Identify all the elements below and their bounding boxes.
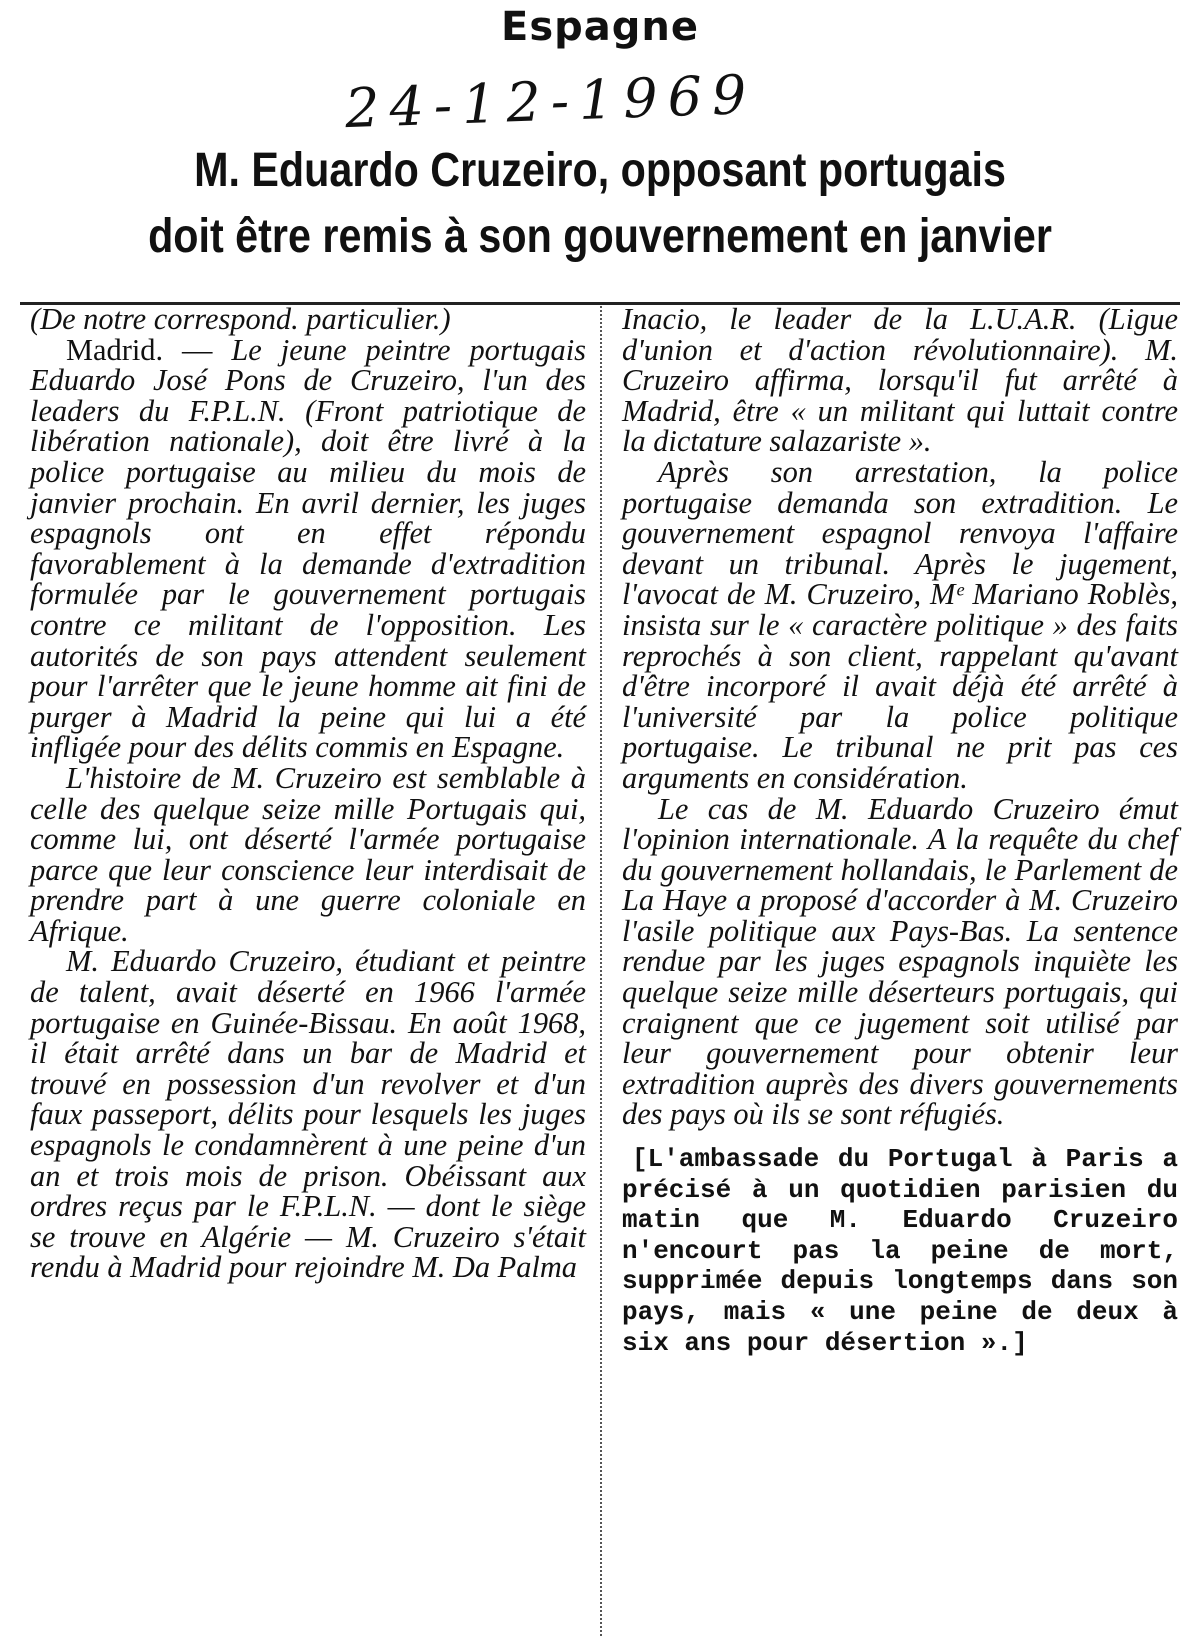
headline-line-1: M. Eduardo Cruzeiro, opposant portugais (194, 144, 1006, 197)
editor-note: [L'ambassade du Portugal à Paris a précisé à un quotidien parisien du matin que M. Eduardo Cruzeiro n'encourt pas la peine de mort, supprimée depuis longtemps dans son pays, mais « une peine de deux à six ans pour désertion ».] (622, 1144, 1178, 1358)
column-right (622, 304, 1178, 1358)
byline: (De notre correspond. particulier.) (30, 302, 451, 336)
section-heading: Espagne (501, 4, 699, 50)
paragraph-5: Après son arrestation, la police portugaise demanda son extradition. Le gouvernement espagnol renvoya l'affaire devant un tribunal. Après le jugement, l'avocat de M. Cruzeiro, Mᵉ Mariano Roblès, insista sur le « caractère politique » des faits reprochés à son client, rappelant qu'avant d'être incorporé il avait déjà été arrêté à l'université par la police politique portugaise. Le tribunal ne prit pas ces arguments en considération. (622, 454, 1178, 795)
paragraph-4: Inacio, le leader de la L.U.A.R. (Ligue d'union et d'action révolutionnaire). M. Cruzeiro affirma, lorsqu'il fut arrêté à Madrid, être « un militant qui luttait contre la dictature salazariste ». (622, 302, 1178, 459)
handwritten-date: 24-12-1969 (344, 62, 758, 141)
paragraph-1 (30, 332, 586, 765)
headline-line-2: doit être remis à son gouvernement en janvier (148, 210, 1052, 263)
column-left (30, 304, 586, 1283)
paragraph-6: Le cas de M. Eduardo Cruzeiro émut l'opinion internationale. A la requête du chef du gouvernement hollandais, le Parlement de La Haye a proposé d'accorder à M. Cruzeiro l'asile politique aux Pays-Bas. La sentence rendue par les juges espagnols inquiète les quelque seize mille déserteurs portugais, qui craignent que ce jugement soit utilisé par leur gouvernement pour obtenir leur extradition auprès des divers gouvernements des pays où ils se sont réfugiés. (622, 791, 1178, 1132)
paragraph-1-text: Le jeune peintre portugais Eduardo José Pons de Cruzeiro, l'un des leaders du F.P.L.N. (Front patriotique de libération nationale), doit être livré à la police portugaise au milieu du mois de janvier prochain. En avril dernier, les juges espagnols ont en effet répondu favorablement à la demande d'extradition formulée par le gouvernement portugais contre ce militant de l'opposition. Les autorités de son pays attendent seulement pour l'arrêter que le jeune homme ait fini de purger à Madrid la peine qui lui a été infligée pour des délits commis en Espagne. (30, 332, 586, 765)
paragraph-3: M. Eduardo Cruzeiro, étudiant et peintre de talent, avait déserté en 1966 l'armée portugaise en Guinée-Bissau. En août 1968, il était arrêté dans un bar de Madrid et trouvé en possession d'un revolver et d'un faux passeport, délits pour lesquels les juges espagnols le condamnèrent à une peine d'un an et trois mois de prison. Obéissant aux ordres reçus par le F.P.L.N. — dont le siège se trouve en Algérie — M. Cruzeiro s'était rendu à Madrid pour rejoindre M. Da Palma (30, 944, 586, 1285)
dateline: Madrid. — (66, 332, 232, 367)
paragraph-2: L'histoire de M. Cruzeiro est semblable à celle des quelque seize mille Portugais qui, comme lui, ont déserté l'armée portugaise parce que leur conscience leur interdisait de prendre part à une guerre coloniale en Afrique. (30, 760, 586, 948)
column-divider (600, 306, 602, 1636)
headline (84, 138, 1116, 270)
